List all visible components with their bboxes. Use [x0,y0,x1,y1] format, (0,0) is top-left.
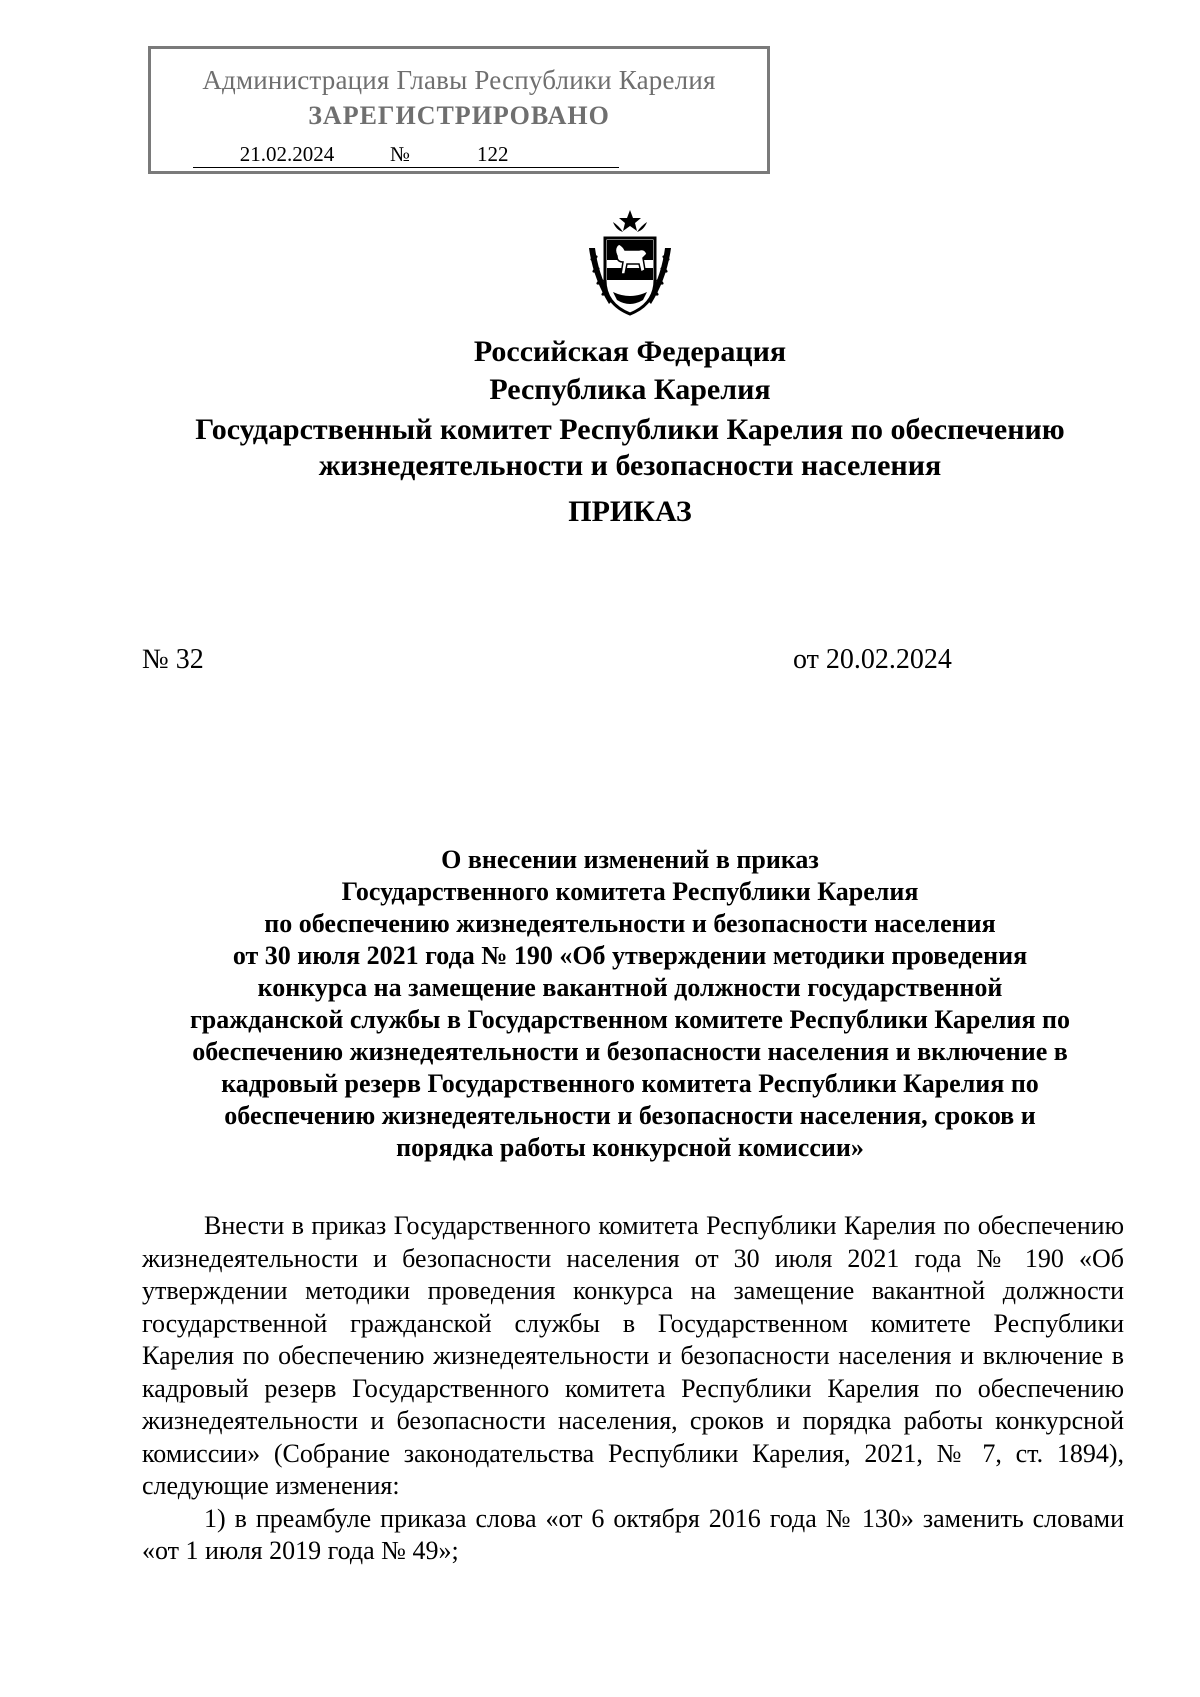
stamp-organization: Администрация Главы Республики Карелия [202,65,716,95]
subject-line: по обеспечению жизнедеятельности и безопасности населения [264,909,996,938]
subject-line: порядка работы конкурсной комиссии» [396,1133,864,1162]
registration-stamp [148,46,770,174]
stamp-registration-line [193,141,613,169]
stamp-date: 21.02.2024 [193,141,381,168]
order-subject [120,844,1140,1164]
stamp-number-sign: № [381,141,419,168]
stamp-status: ЗАРЕГИСТРИРОВАНО [308,101,610,130]
body-paragraph-item-1: 1) в преамбуле приказа слова «от 6 октября 2016 года № 130» заменить словами «от 1 июля 2019 года № 49»; [142,1503,1124,1565]
stamp-number: 122 [419,141,619,168]
coat-of-arms-karelia-icon [583,208,677,320]
subject-line: от 30 июля 2021 года № 190 «Об утверждении методики проведения [232,941,1028,970]
header-republic: Республика Карелия [489,373,771,406]
subject-line: гражданской службы в Государственном комитете Республики Карелия по [189,1005,1071,1034]
subject-line: кадровый резерв Государственного комитета Республики Карелия по [221,1069,1039,1098]
header-committee-line1: Государственный комитет Республики Карелия по обеспечению [195,413,1065,446]
header-country: Российская Федерация [473,335,787,368]
subject-line: Государственного комитета Республики Карелия [341,877,919,906]
subject-line: обеспечению жизнедеятельности и безопасности населения и включение в [192,1037,1068,1066]
subject-line: О внесении изменений в приказ [441,845,819,874]
order-number: № 32 [142,644,204,675]
order-date: от 20.02.2024 [793,644,952,675]
order-body [142,1210,1124,1568]
body-paragraph-intro: Внести в приказ Государственного комитета Республики Карелия по обеспечению жизнедеятельности и безопасности населения от 30 июля 2021 года № 190 «Об утверждении методики проведения конкурса на замещение вакантной должности государственной гражданской службы в Государственном комитете Республики Карелия по обеспечению жизнедеятельности и безопасности населения и включение в кадровый резерв Государственного комитета Республики Карелия по обеспечению жизнедеятельности и безопасности населения, сроков и порядка работы конкурсной комиссии» (Собрание законодательства Республики Карелия, 2021, № 7, ст. 1894), следующие изменения: [142,1211,1124,1500]
subject-line: конкурса на замещение вакантной должности государственной [257,973,1003,1002]
document-type: ПРИКАЗ [568,495,692,528]
header-committee-line2: жизнедеятельности и безопасности населения [318,449,942,482]
subject-line: обеспечению жизнедеятельности и безопасности населения, сроков и [224,1101,1036,1130]
